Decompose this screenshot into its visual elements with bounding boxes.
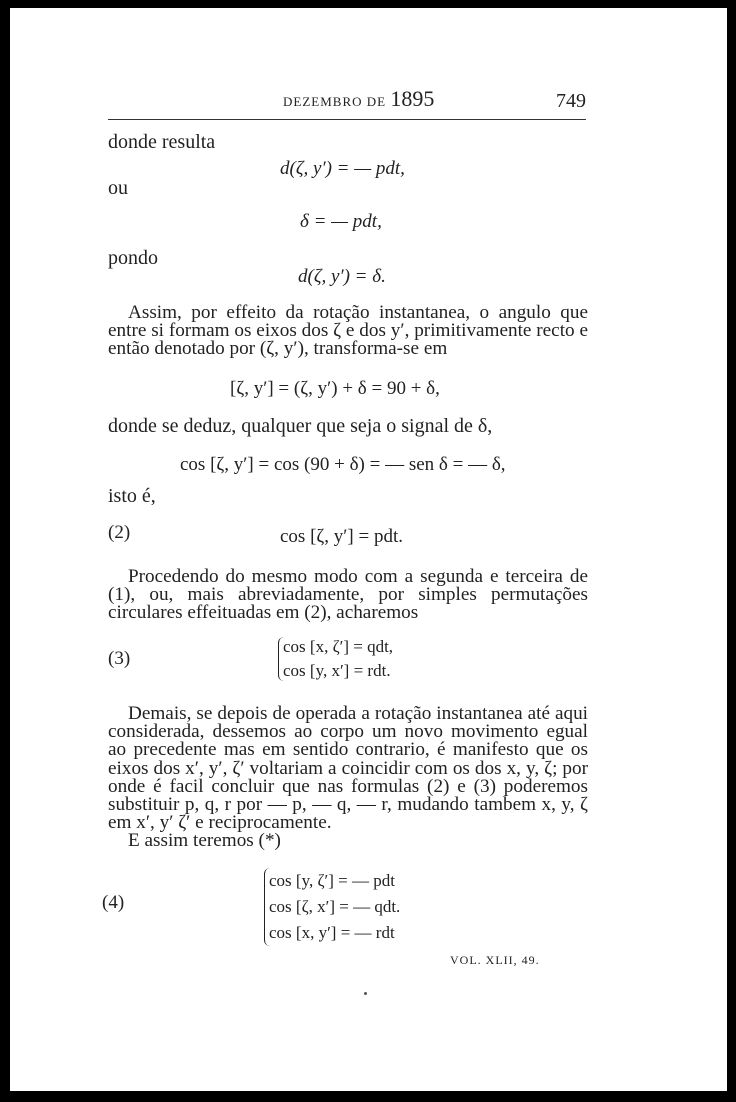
equation-1: d(ζ, y′) = — pdt,	[280, 158, 405, 179]
paragraph-procedendo-text: Procedendo do mesmo modo com a segunda e terceira de (1), ou, mais abreviadamente, por simples permutações circulares effeituadas em (2), acharemos	[108, 566, 588, 624]
equation-4: [ζ, y′] = (ζ, y′) + δ = 90 + δ,	[230, 378, 440, 399]
document-page	[10, 8, 727, 1091]
equation-3: d(ζ, y′) = δ.	[298, 266, 386, 287]
equation-5: cos [ζ, y′] = cos (90 + δ) = — sen δ = — δ,	[180, 454, 506, 475]
paragraph-procedendo	[108, 568, 588, 623]
equation-number-4: (4)	[102, 892, 125, 913]
running-head	[283, 86, 434, 112]
signature-mark: VOL. XLII, 49.	[450, 953, 540, 967]
text-pondo: pondo	[108, 247, 158, 269]
running-head-year: 1895	[390, 86, 435, 111]
equation-7b: cos [y, x′] = rdt.	[283, 661, 391, 680]
text-isto: isto é,	[108, 485, 156, 507]
paragraph-demais	[108, 705, 588, 851]
equation-8b: cos [ζ, x′] = — qdt.	[269, 897, 401, 916]
equation-number-3: (3)	[108, 648, 131, 669]
equation-6: cos [ζ, y′] = pdt.	[280, 526, 403, 547]
paragraph-rotation	[108, 304, 588, 359]
paragraph-rotation-text: Assim, por effeito da rotação instantanea, o angulo que entre si formam os eixos dos ζ e dos y′, primitivamente recto e então denotado por (ζ, y′), transforma-se em	[108, 302, 588, 360]
equation-2: δ = — pdt,	[300, 211, 382, 232]
equation-8a: cos [y, ζ′] = — pdt	[269, 871, 395, 890]
page-header	[108, 84, 586, 124]
text-ou: ou	[108, 177, 128, 199]
equation-8c: cos [x, y′] = — rdt	[269, 923, 395, 942]
page-number: 749	[556, 90, 586, 112]
text-deduz: donde se deduz, qualquer que seja o signal de δ,	[108, 415, 493, 437]
equation-system-4	[264, 868, 400, 946]
header-rule	[108, 119, 586, 120]
text-donde-resulta: donde resulta	[108, 131, 216, 153]
paragraph-demais-text: Demais, se depois de operada a rotação instantanea até aqui considerada, dessemos ao corpo um novo movimento egual ao precedente mas em sentido contrario, é manifesto que os eixos dos x′, y′, ζ′ voltariam a coincidir com os dos x, y, ζ; por onde é facil concluir que nas formulas (2) e (3) poderemos substituir p, q, r por — p, — q, — r, mudando tambem x, y, ζ em x′, y′ ζ′ e reciprocamente.	[108, 703, 588, 834]
equation-system-3	[278, 637, 393, 681]
ink-dot	[364, 992, 367, 995]
running-head-text: DEZEMBRO DE	[283, 94, 387, 109]
paragraph-assim-teremos: E assim teremos (*)	[128, 830, 281, 852]
equation-7a: cos [x, ζ′] = qdt,	[283, 637, 394, 656]
equation-number-2: (2)	[108, 522, 131, 543]
